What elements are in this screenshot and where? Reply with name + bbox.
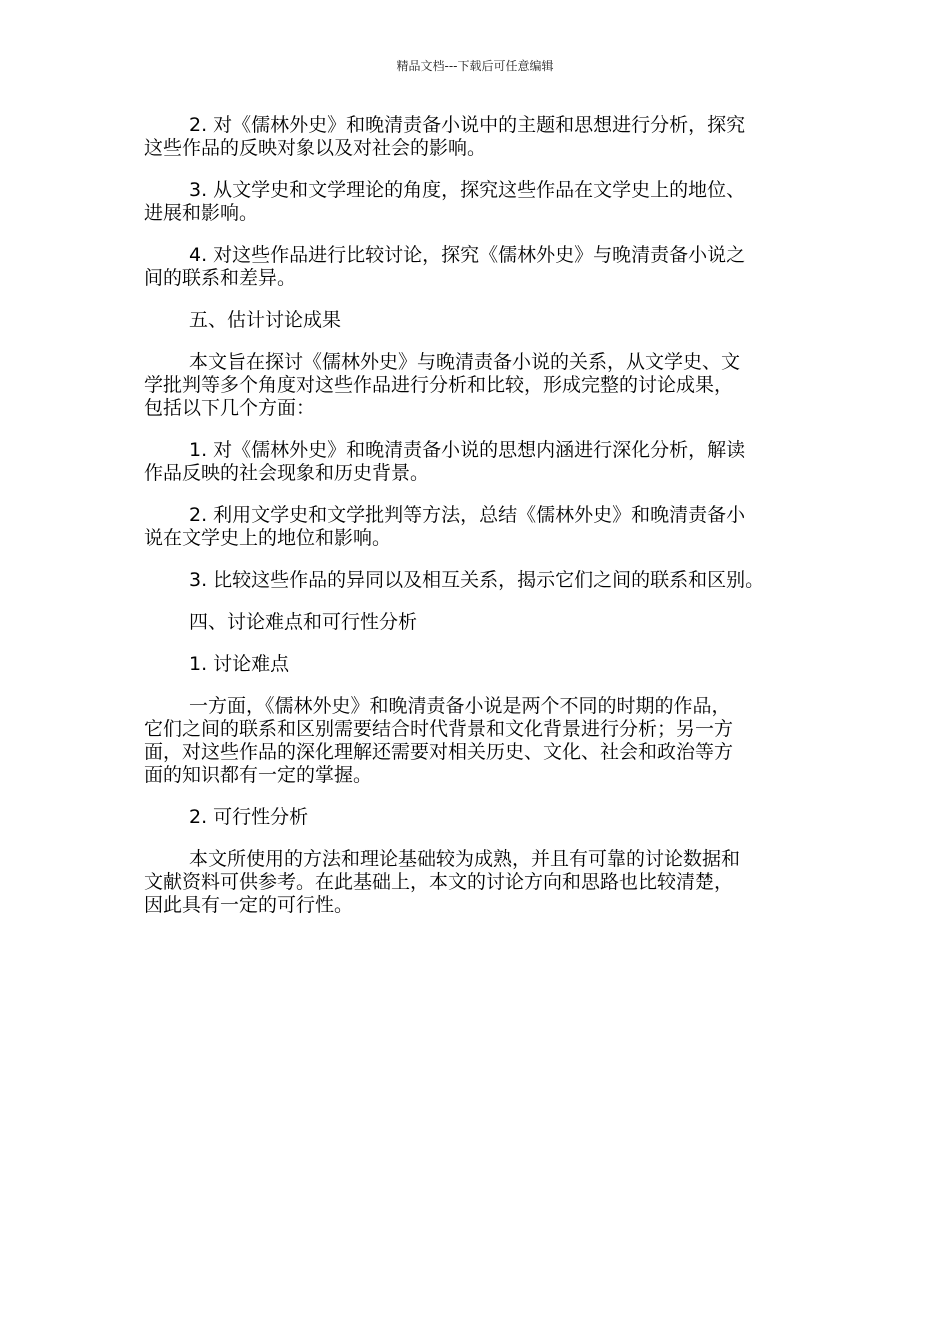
- page-header: 精品文档---下载后可任意编辑: [396, 59, 554, 73]
- paragraph-difficulties: 一方面，《儒林外史》和晚清责备小说是两个不同的时期的作品， 它们之间的联系和区别需要结合时代背景和文化背景进行分析；另一方 面，对这些作品的深化理解还需要对相关历史、文化、社会和政治等方 面的知识都有一定的掌握。: [144, 695, 734, 786]
- paragraph-result-3: 3. 比较这些作品的异同以及相互关系，揭示它们之间的联系和区别。: [189, 569, 765, 591]
- paragraph-method-3: 3. 从文学史和文学理论的角度，探究这些作品在文学史上的地位、 进展和影响。: [144, 179, 746, 224]
- paragraph-results-intro: 本文旨在探讨《儒林外史》与晚清责备小说的关系，从文学史、文 学批判等多个角度对这些作品进行分析和比较，形成完整的讨论成果， 包括以下几个方面：: [144, 351, 741, 419]
- document-body: [144, 114, 820, 936]
- paragraph-method-4: 4. 对这些作品进行比较讨论，探究《儒林外史》与晚清责备小说之 间的联系和差异。: [144, 244, 746, 289]
- paragraph-method-2: 2. 对《儒林外史》和晚清责备小说中的主题和思想进行分析，探究 这些作品的反映对象以及对社会的影响。: [144, 114, 746, 159]
- paragraph-result-2: 2. 利用文学史和文学批判等方法，总结《儒林外史》和晚清责备小 说在文学史上的地位和影响。: [144, 504, 746, 549]
- subheading-feasibility: 2. 可行性分析: [189, 806, 309, 828]
- section-heading-expected-results: 五、估计讨论成果: [189, 309, 342, 331]
- paragraph-result-1: 1. 对《儒林外史》和晚清责备小说的思想内涵进行深化分析，解读 作品反映的社会现象和历史背景。: [144, 439, 746, 484]
- subheading-difficulties: 1. 讨论难点: [189, 653, 290, 675]
- paragraph-feasibility: 本文所使用的方法和理论基础较为成熟，并且有可靠的讨论数据和 文献资料可供参考。在此基础上，本文的讨论方向和思路也比较清楚， 因此具有一定的可行性。: [144, 848, 741, 916]
- section-heading-difficulties: 四、讨论难点和可行性分析: [189, 611, 418, 633]
